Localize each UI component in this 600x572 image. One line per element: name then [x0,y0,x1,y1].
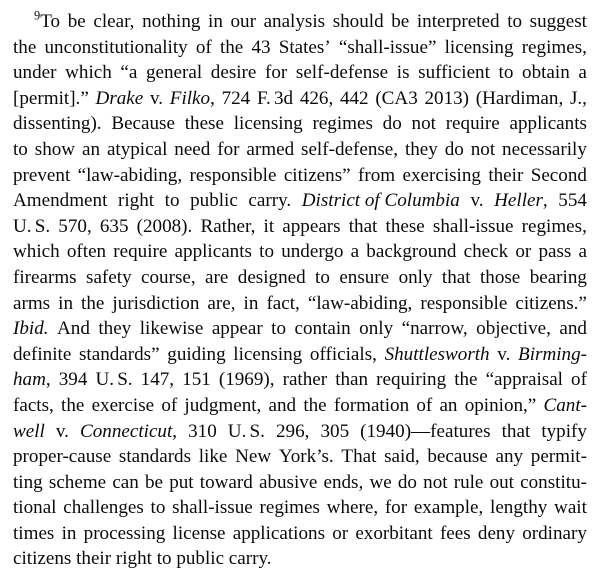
case-name-heller: Heller [494,190,543,212]
text-line: to show an atypical need for armed self-defense, they do not necessarily [13,138,587,160]
text-line: definite standards” guiding licensing officials, Shuttlesworth v. Birming- [13,342,587,368]
footnote-indent: $^9$To [34,8,61,32]
case-name-connecticut: Connecticut [80,420,173,442]
text-line: dissenting). Because these licensing regimes do not require applicants [13,113,587,135]
text-line: proper-cause standards like New York’s. That said, because any permit- [13,446,587,468]
text-line: Amendment right to public carry. District of Columbia v. Heller, 554 [13,188,587,214]
case-name-filko: Filko [169,87,211,109]
text-line: Ibid. And they likewise appear to contain only “narrow, objective, and [13,316,587,342]
case-name-birmingham-part1: Birming- [518,343,587,365]
text-line: ham, 394 U. S. 147, 151 (1969), rather than requiring the “appraisal of [13,369,587,391]
text-line: tional challenges to shall-issue regimes where, for example, lengthy wait [13,497,587,519]
text-line: arms in the jurisdiction are, in fact, “law-abiding, responsible citizens.” [13,292,587,314]
text-line-final: citizens their right to public carry. [13,548,272,570]
text-line: $^9$To be clear, nothing in our analysis should be interpreted to suggest [13,9,587,35]
case-name-cantwell-part2: well [13,420,45,442]
text-line: times in processing license applications or exorbitant fees deny ordinary [13,522,587,544]
text-line: [permit].” Drake v. Filko, 724 F. 3d 426, 442 (CA3 2013) (Hardiman, J., [13,86,587,112]
text-line: prevent “law-abiding, responsible citizens” from exercising their Second [13,164,587,186]
case-name-cantwell-part1: Cant- [543,394,587,416]
text-line: firearms safety course, are designed to ensure only that those bearing [13,266,587,288]
text-line: facts, the exercise of judgment, and the formation of an opinion,” Cant- [13,393,587,419]
footnote-text-block [13,9,587,572]
text-line: under which “a general desire for self-defense is sufficient to obtain a [13,62,587,84]
footnote-number-marker: 9 [34,8,41,23]
text-line: well v. Connecticut, 310 U. S. 296, 305 (1940)—features that typify [13,419,587,445]
text-line: ting scheme can be put toward abusive ends, we do not rule out constitu- [13,471,587,493]
case-name-drake: Drake [95,87,144,109]
citation-ibid: Ibid. [13,318,49,340]
case-name-birmingham-part2: ham [13,369,46,391]
case-name-district-of-columbia: District of Columbia [301,190,460,212]
text-line: which often require applicants to undergo a background check or pass a [13,241,587,263]
text-line: U. S. 570, 635 (2008). Rather, it appears that these shall-issue regimes, [13,215,587,237]
case-name-shuttlesworth: Shuttlesworth [384,343,490,365]
text-line: the unconstitutionality of the 43 States’ “shall-issue” licensing regimes, [13,36,587,58]
